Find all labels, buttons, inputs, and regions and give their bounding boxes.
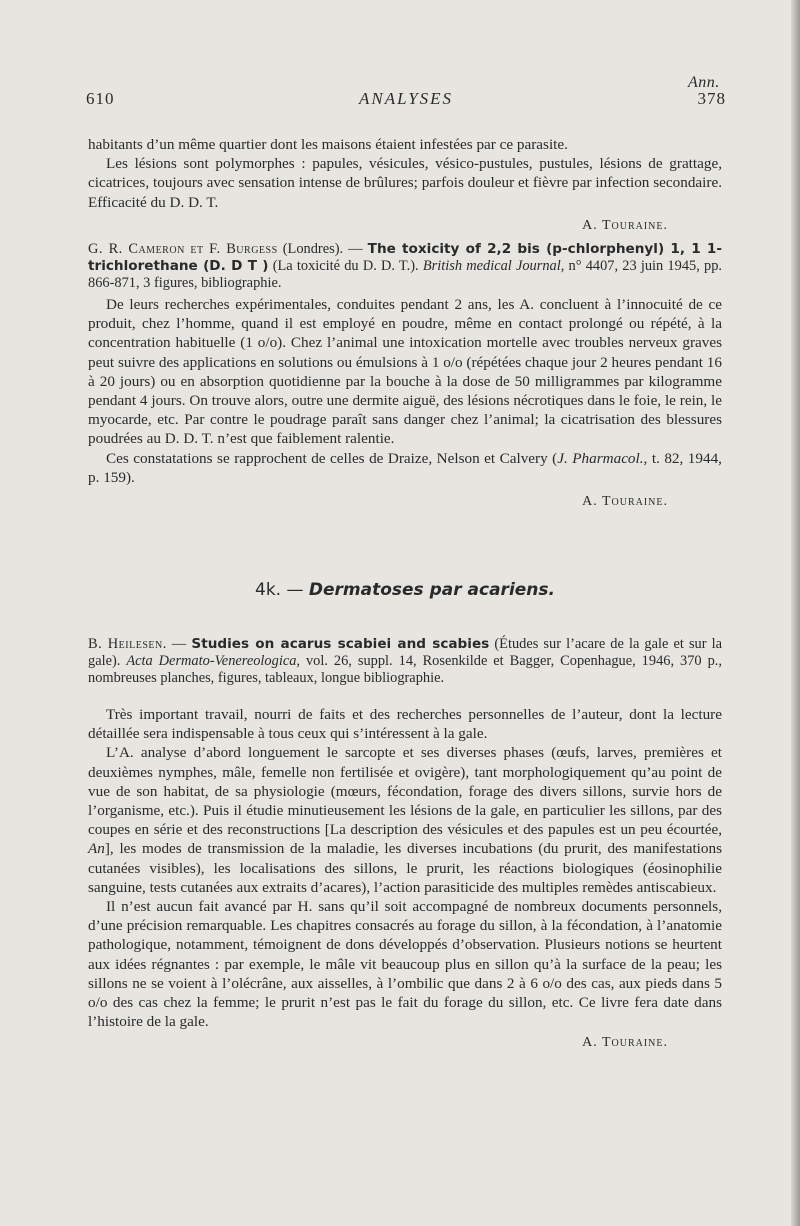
paragraph: Il n’est aucun fait avancé par H. sans qu’il soit accompagné de nombreux documents personnels, d’une précision remarquable. Les chapitres consacrés au forage du sillon, à la fécondation, à l’anatomie pathologique, notamment, témoignent de dons développés d’observation. Plusieurs notions se heurtent aux idées régnantes : par exemple, le mâle vit beaucoup plus en sillon qu’à la surface de la peau; les sillons ne se voient à l’olécrâne, aux aisselles, à l’ombilic que dans 2 à 6 o/o des cas, aux pieds dans 5 o/o des cas chez la femme; le prurit n’est pas le fait du forage du sillon, etc. Ce livre fera date dans l’histoire de la gale.: [88, 898, 722, 1031]
reference-details: n° 4407, 23 juin 1945, pp. 866-871, 3 figures, bibliographie.: [88, 258, 722, 291]
paragraph: De leurs recherches expérimentales, conduites pendant 2 ans, les A. concluent à l’innocuité de ce produit, chez l’homme, quand il est employé en poudre, même en contact prolongé ou répété, à la concentration habituelle (1 o/o). Chez l’animal une intoxication mortelle avec troubles nerveux graves peut suivre des applications en solutions ou émulsions à 1 o/o (répétées chaque jour 2 heures pendant 16 à 20 jours) ou en absorption quotidienne par la bouche à la dose de 50 milligrammes par kilogramme pendant 4 jours. On trouve alors, outre une dermite aiguë, des lésions nécrotiques dans le foie, le rein, le myocarde, etc. Par contre le poudrage paraît sans danger chez l’animal; la cicatrisation des blessures poudrées au D. D. T. n’est que faiblement ralentie.: [88, 296, 722, 448]
page-number-left: 610: [86, 89, 115, 108]
paragraph: Ces constatations se rapprochent de celles de Draize, Nelson et Calvery (J. Pharmacol., t. 82, 1944, p. 159).: [88, 449, 722, 486]
reference-location: (Londres). —: [282, 241, 363, 257]
section-heading: [88, 580, 722, 600]
reference-journal: British medical Journal,: [422, 258, 565, 274]
signature: A. Touraine.: [582, 494, 668, 510]
reference-title: Studies on acarus scabiei and scabies: [191, 636, 490, 652]
running-header: [86, 89, 726, 111]
article-block-2: [88, 295, 722, 511]
running-title: ANALYSES: [358, 89, 454, 108]
reference-title: The toxicity of 2,2 bis (p-chlorphenyl) 1, 1 1-trichlorethane (D. D T ): [88, 241, 723, 274]
reference-authors: G. R. Cameron et F. Burgess: [88, 241, 278, 257]
page-number-right: 378: [697, 89, 726, 108]
section-label: Dermatoses par acariens.: [308, 580, 555, 600]
volume-annotation: Ann.: [688, 74, 720, 91]
journal-name: J. Pharmacol.: [557, 449, 644, 467]
reference-details: vol. 26, suppl. 14, Rosenkilde et Bagger, Copenhague, 1946, 370 p., nombreuses planches, figures, tableaux, longue bibliographie.: [88, 653, 722, 686]
paragraph: Les lésions sont polymorphes : papules, vésicules, vésico-pustules, pustules, lésions de grattage, cicatrices, toujours avec sensation intense de brûlures; parfois douleur et fièvre par infection secondaire. Efficacité du D. D. T.: [88, 155, 722, 211]
signature: A. Touraine.: [582, 1035, 668, 1051]
signature: A. Touraine.: [582, 217, 668, 233]
reference-2: B. Heilesen. — Studies on acarus scabiei and scabies (Études sur l’acare de la gale et sur la gale). Acta Dermato-Venereologica, vol. 26, suppl. 14, Rosenkilde et Bagger, Copenhague, 1946, 370 p., nombreuses planches, figures, tableaux, longue bibliographie.: [88, 636, 722, 686]
paragraph: L’A. analyse d’abord longuement le sarcopte et ses diverses phases (œufs, larves, premières et deuxièmes nymphes, mâle, femelle non fertilisée et ovigère), tant morphologiquement qu’au point de vue de son habitat, de sa physiologie (mœurs, fécondation, forage des divers sillons, survie hors de l’organisme, etc.). Puis il étudie minutieusement les lésions de la gale, en particulier les sillons, par des coupes en série et des reconstructions [La description des vésicules et des papules est un peu écourtée, An], les modes de transmission de la maladie, les diverses incubations (du prurit, des manifestations cutanées visibles), les localisations des sillons, le prurit, les réactions biologiques (éosinophilie sanguine, tests cutanées aux extraits d’acares), l’action parasiticide des multiples remèdes antiscabieux.: [88, 744, 722, 896]
reference-1: [88, 241, 722, 292]
paragraph: habitants d’un même quartier dont les maisons étaient infestées par ce parasite.: [88, 136, 568, 153]
author-note: An: [88, 840, 105, 858]
reference-translation: (La toxicité du D. D. T.).: [272, 258, 419, 274]
paragraph: Très important travail, nourri de faits et des recherches personnelles de l’auteur, dont la lecture détaillée sera indispensable à tous ceux qui s’intéressent à la gale.: [88, 706, 722, 743]
article-block-3: [88, 705, 722, 1052]
reference-journal: Acta Dermato-Venereologica,: [126, 653, 300, 669]
page-edge: [791, 0, 800, 1226]
reference-authors: B. Heilesen.: [88, 636, 167, 652]
reference-translation: (Études sur l’acare de la gale et sur la gale).: [88, 636, 722, 669]
article-block-1: [88, 135, 722, 235]
section-code: 4k. —: [255, 580, 304, 600]
